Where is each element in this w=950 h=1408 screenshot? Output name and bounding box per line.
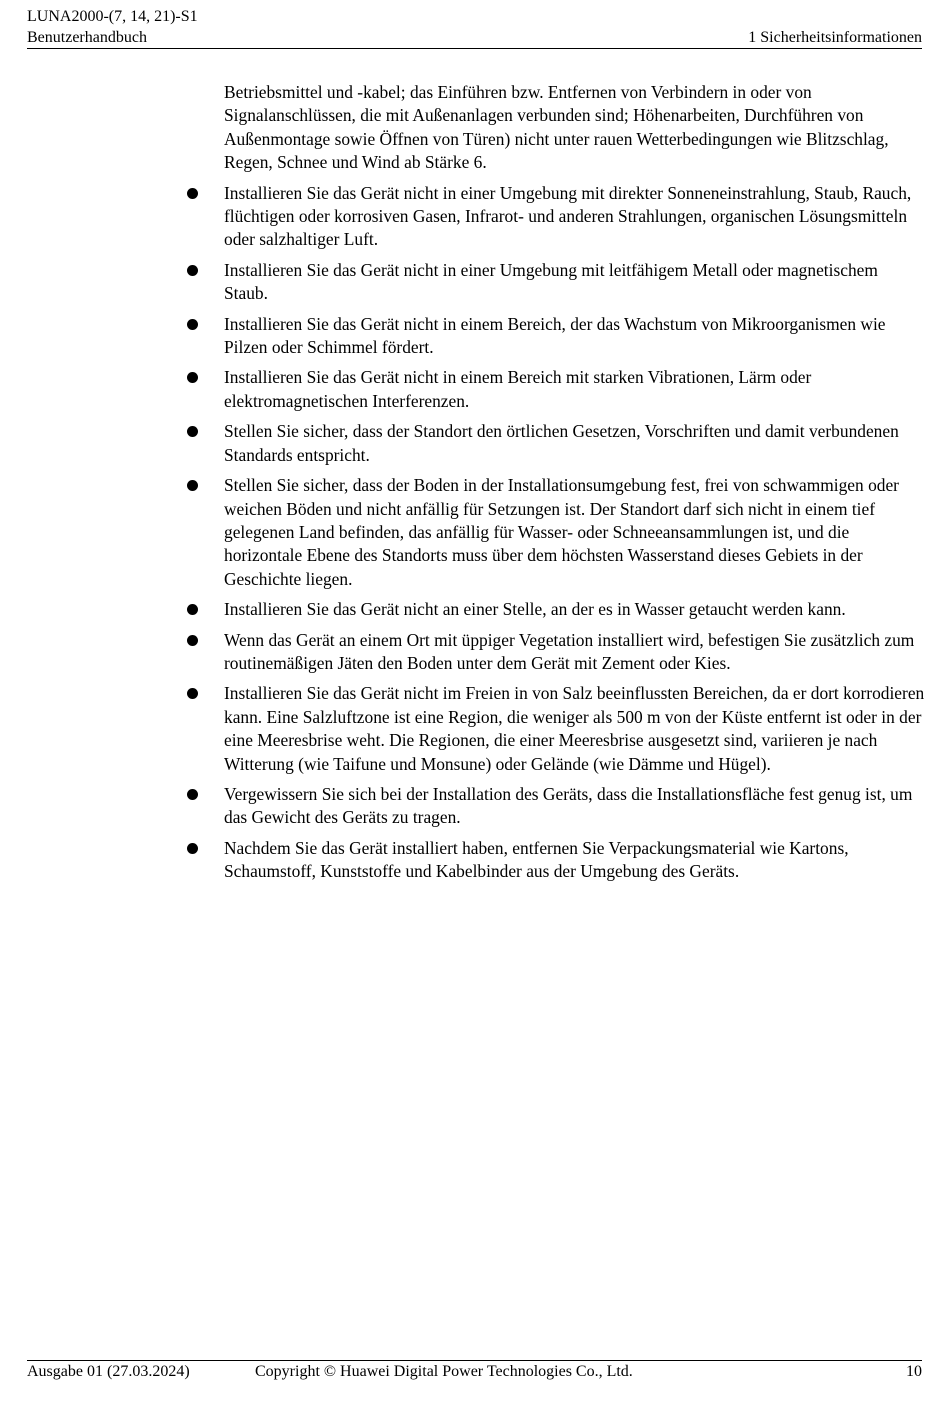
bullet-icon <box>187 265 198 276</box>
header-divider <box>27 48 922 49</box>
list-item <box>224 420 926 467</box>
list-item-text: Stellen Sie sicher, dass der Boden in der Installationsumgebung fest, frei von schwammigen oder weichen Böden und nicht anfällig für Setzungen ist. Der Standort darf sich nicht in einem tief gelegenen Land befinden, das anfällig für Wasser- oder Schneeansammlungen ist, und die horizontale Ebene des Standorts muss über dem höchsten Wasserstand dieses Gebiets in der Geschichte liegen. <box>224 475 899 589</box>
list-item <box>224 259 926 306</box>
footer-page-number: 10 <box>906 1363 922 1380</box>
continued-paragraph: Betriebsmittel und -kabel; das Einführen bzw. Entfernen von Verbindern in oder von Signalanschlüssen, die mit Außenanlagen verbunden sind; Höhenarbeiten, Durchführen von Außenmontage sowie Öffnen von Türen) nicht unter rauen Wetterbedingungen wie Blitzschlag, Regen, Schnee und Wind ab Stärke 6. <box>224 82 889 173</box>
bullet-icon <box>187 843 198 854</box>
list-item <box>224 783 926 830</box>
list-item-text: Installieren Sie das Gerät nicht in einer Umgebung mit direkter Sonneneinstrahlung, Staub, Rauch, flüchtigen oder korrosiven Gasen, Infrarot- und anderen Strahlungen, organischen Lösungsmitteln oder salzhaltiger Luft. <box>224 182 912 250</box>
footer-copyright: Copyright © Huawei Digital Power Technologies Co., Ltd. <box>255 1363 633 1380</box>
footer-edition: Ausgabe 01 (27.03.2024) <box>27 1363 190 1380</box>
list-item <box>224 474 926 591</box>
list-item-text: Vergewissern Sie sich bei der Installation des Geräts, dass die Installationsfläche fest genug ist, um das Gewicht des Geräts zu tragen. <box>224 783 913 828</box>
header-chapter-title: 1 Sicherheitsinformationen <box>748 29 922 46</box>
list-item <box>224 837 926 884</box>
header-product-name: LUNA2000-(7, 14, 21)-S1 <box>27 8 198 25</box>
list-item <box>224 182 926 252</box>
list-item-text: Installieren Sie das Gerät nicht in einer Umgebung mit leitfähigem Metall oder magnetischem Staub. <box>224 259 878 304</box>
list-item <box>224 366 926 413</box>
list-item-text: Installieren Sie das Gerät nicht im Freien in von Salz beeinflussten Bereichen, da er dort korrodieren kann. Eine Salzluftzone ist eine Region, die weniger als 500 m von der Küste entfernt ist oder in der eine Meeresbrise weht. Die Regionen, die einer Meeresbrise ausgesetzt sind, variieren je nach Witterung (wie Taifune und Monsune) oder Gelände (wie Dämme und Hügel). <box>224 683 925 774</box>
list-item-text: Installieren Sie das Gerät nicht in einem Bereich mit starken Vibrationen, Lärm oder elektromagnetischen Interferenzen. <box>224 367 812 411</box>
safety-bullet-list <box>224 182 926 884</box>
bullet-icon <box>187 688 198 699</box>
list-item <box>224 598 926 621</box>
list-item-text: Wenn das Gerät an einem Ort mit üppiger Vegetation installiert wird, befestigen Sie zusätzlich zum routinemäßigen Jäten den Boden unter dem Gerät mit Zement oder Kies. <box>224 629 915 673</box>
page-content <box>224 81 926 884</box>
bullet-icon <box>187 372 198 383</box>
bullet-icon <box>187 426 198 437</box>
list-item-text: Stellen Sie sicher, dass der Standort den örtlichen Gesetzen, Vorschriften und damit verbundenen Standards entspricht. <box>224 421 899 465</box>
footer-divider <box>27 1360 922 1361</box>
list-item-text: Installieren Sie das Gerät nicht in einem Bereich, der das Wachstum von Mikroorganismen wie Pilzen oder Schimmel fördert. <box>224 313 886 358</box>
bullet-icon <box>187 635 198 646</box>
bullet-icon <box>187 480 198 491</box>
list-item <box>224 682 926 776</box>
list-item <box>224 629 926 676</box>
list-item <box>224 313 926 360</box>
header-left <box>27 6 198 48</box>
bullet-icon <box>187 789 198 800</box>
bullet-icon <box>187 319 198 330</box>
header-manual-title: Benutzerhandbuch <box>27 29 147 46</box>
bullet-icon <box>187 604 198 615</box>
list-item-text: Installieren Sie das Gerät nicht an einer Stelle, an der es in Wasser getaucht werden kann. <box>224 599 846 620</box>
bullet-icon <box>187 188 198 199</box>
list-item-text: Nachdem Sie das Gerät installiert haben, entfernen Sie Verpackungsmaterial wie Kartons, Schaumstoff, Kunststoffe und Kabelbinder aus der Umgebung des Geräts. <box>224 837 849 882</box>
